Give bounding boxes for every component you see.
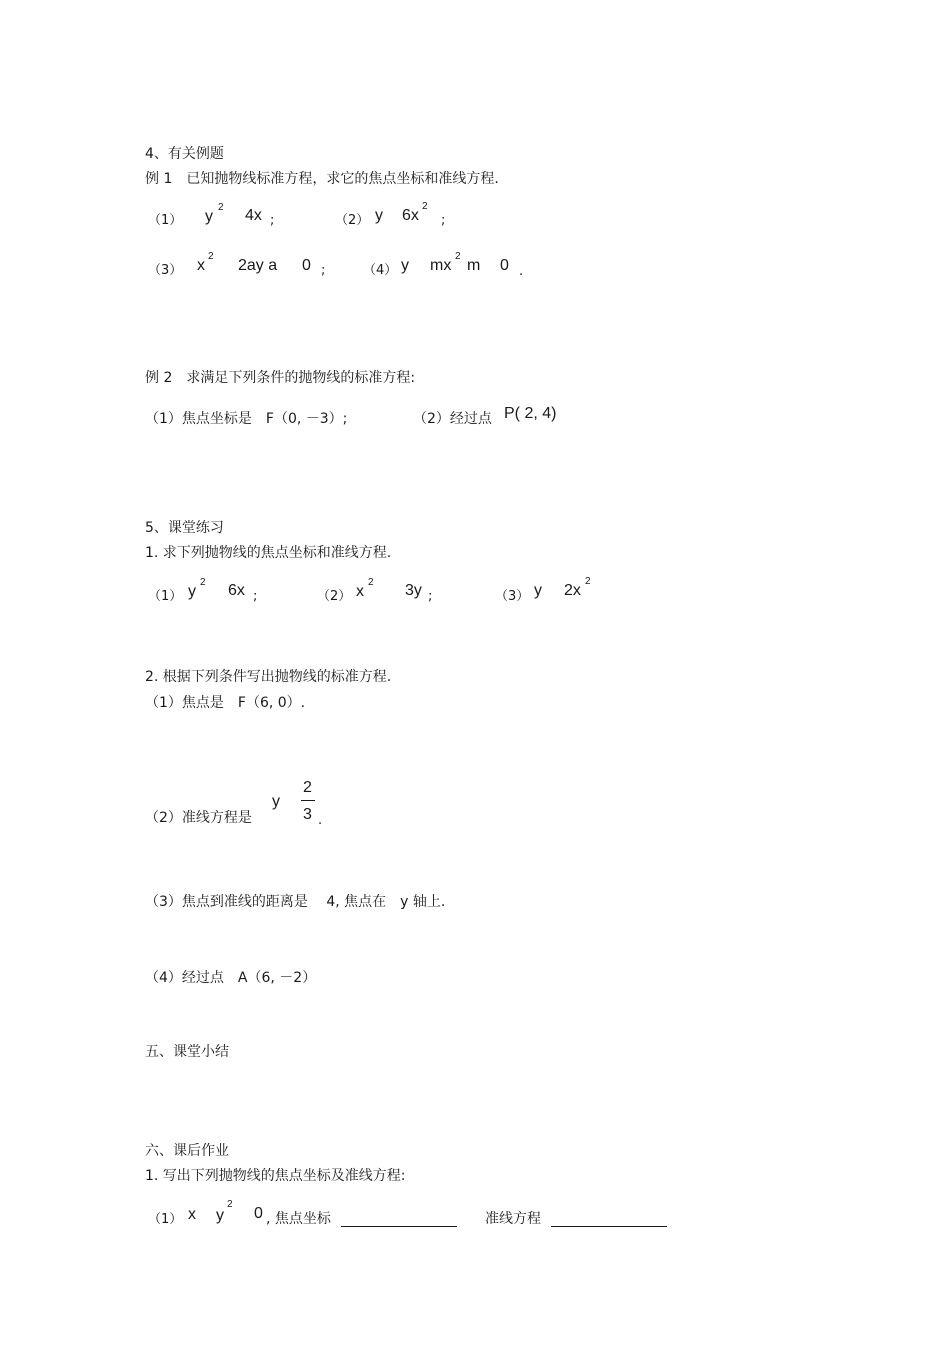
math-term: 2x	[564, 582, 581, 599]
math-term: 3y	[405, 582, 422, 599]
item-label: （2）	[317, 589, 352, 604]
fraction-bar	[301, 800, 315, 801]
practice-2-item-4: （4）经过点 A（6, －2）	[145, 970, 317, 986]
math-var: x	[197, 257, 205, 274]
math-term: mx	[430, 257, 452, 274]
exponent: 2	[585, 576, 591, 587]
math-var: y	[272, 793, 280, 810]
focus-answer-blank[interactable]	[341, 1226, 457, 1227]
math-var: y	[188, 583, 196, 600]
exponent: 2	[455, 251, 461, 262]
fraction-numerator: 2	[303, 779, 312, 796]
math-var: x	[188, 1206, 196, 1223]
practice-1-title: 1. 求下列抛物线的焦点坐标和准线方程.	[145, 545, 392, 561]
example-2-point: P( 2, 4)	[504, 405, 557, 422]
punctuation: ;	[253, 589, 258, 604]
math-var: y	[205, 208, 213, 225]
example-2-title: 例 2 求满足下列条件的抛物线的标准方程:	[145, 370, 416, 386]
section-4-title: 4、有关例题	[145, 146, 224, 162]
math-var: y	[216, 1207, 224, 1224]
punctuation: ;	[441, 213, 446, 228]
example-2-item-2-label: （2）经过点	[413, 411, 492, 427]
focus-label: , 焦点坐标	[266, 1211, 331, 1227]
item-label: （1）	[148, 213, 183, 228]
item-label: （3）	[148, 263, 183, 278]
homework-item-title: 1. 写出下列抛物线的焦点坐标及准线方程:	[145, 1168, 406, 1184]
math-var: y	[534, 582, 542, 599]
practice-2-item-1: （1）焦点是 F（6, 0）.	[145, 695, 306, 711]
exponent: 2	[200, 577, 206, 588]
fraction-denominator: 3	[303, 806, 312, 823]
example-1-title: 例 1 已知抛物线标准方程，求它的焦点坐标和准线方程.	[145, 171, 499, 187]
item-label: （2）准线方程是	[145, 810, 252, 826]
summary-title: 五、课堂小结	[145, 1044, 229, 1060]
math-term: 6x	[402, 207, 419, 224]
math-var: x	[356, 583, 364, 600]
punctuation: ;	[321, 263, 326, 278]
math-zero: 0	[254, 1205, 263, 1222]
punctuation: ;	[428, 589, 433, 604]
math-var: y	[375, 207, 383, 224]
item-label: （4）	[363, 263, 398, 278]
exponent: 2	[227, 1199, 233, 1210]
item-label: （2）	[335, 213, 370, 228]
section-5-title: 5、课堂练习	[145, 520, 224, 536]
practice-2-item-3: （3）焦点到准线的距离是 4, 焦点在 y 轴上.	[145, 894, 446, 910]
math-zero: 0	[302, 257, 311, 274]
directrix-label: 准线方程	[485, 1211, 541, 1227]
math-term: 2ay a	[238, 257, 278, 274]
math-term: 6x	[228, 582, 245, 599]
math-var: y	[401, 257, 409, 274]
item-label: （1）	[148, 1212, 183, 1227]
math-term: m	[467, 257, 481, 274]
punctuation: .	[519, 264, 524, 279]
directrix-answer-blank[interactable]	[551, 1226, 667, 1227]
exponent: 2	[218, 202, 224, 213]
exponent: 2	[208, 251, 214, 262]
math-term: 4x	[245, 207, 262, 224]
exponent: 2	[422, 201, 428, 212]
item-label: （1）	[148, 589, 183, 604]
practice-2-title: 2. 根据下列条件写出抛物线的标准方程.	[145, 669, 392, 685]
homework-title: 六、课后作业	[145, 1143, 229, 1159]
math-zero: 0	[500, 257, 509, 274]
punctuation: ;	[270, 213, 275, 228]
item-label: （3）	[495, 589, 530, 604]
punctuation: .	[318, 813, 323, 828]
example-2-item-1: （1）焦点坐标是 F（0, －3）;	[145, 411, 348, 427]
exponent: 2	[368, 577, 374, 588]
